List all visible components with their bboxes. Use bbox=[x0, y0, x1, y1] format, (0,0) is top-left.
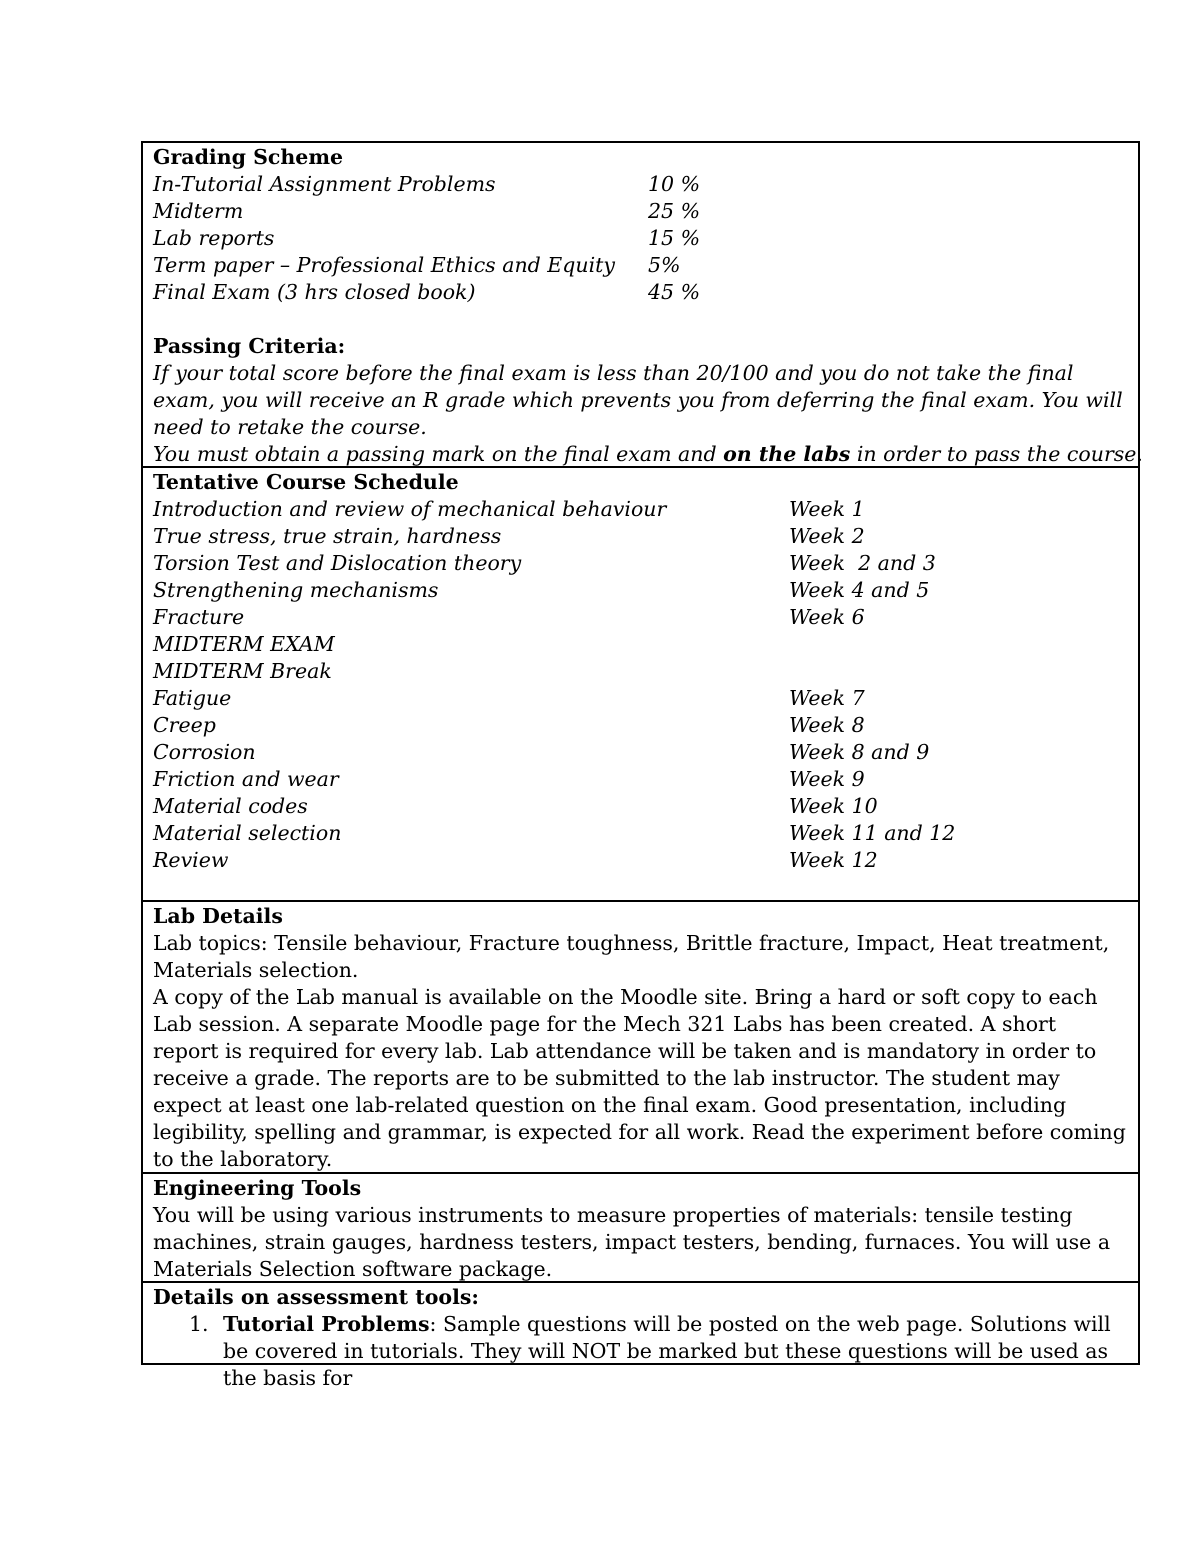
schedule-week: Week 1 bbox=[789, 497, 865, 521]
schedule-topic: Fatigue bbox=[153, 686, 232, 710]
schedule-week: Week 8 and 9 bbox=[789, 740, 930, 764]
grading-label: Final Exam (3 hrs closed book) bbox=[153, 280, 476, 304]
grading-value: 10 % bbox=[648, 172, 701, 196]
lab-body: A copy of the Lab manual is available on the Moodle site. Bring a hard or soft copy to each Lab session. A separate Moodle page for the Mech 321 Labs has been created. A short report is required for every lab. Lab attendance will be taken and is mandatory in order to receive a grade. The reports are to be submitted to the lab instructor. The student may expect at least one lab-related question on the final exam. Good presentation, including legibility, spelling and grammar, is expected for all work. Read the experiment before coming to the laboratory. bbox=[153, 985, 1126, 1171]
schedule-row bbox=[153, 766, 1128, 793]
assessment-item-label: Tutorial Problems bbox=[223, 1312, 430, 1336]
passing-req-pre: You must obtain a passing mark on the final exam and bbox=[153, 442, 724, 466]
grading-row bbox=[153, 225, 1128, 252]
schedule-topic: Strengthening mechanisms bbox=[153, 578, 439, 602]
schedule-topic: Material codes bbox=[153, 794, 308, 818]
schedule-row bbox=[153, 631, 1128, 658]
lab-topics: Lab topics: Tensile behaviour, Fracture toughness, Brittle fracture, Impact, Heat treatment, Materials selection. bbox=[153, 931, 1110, 982]
tools-section bbox=[143, 1174, 1138, 1283]
schedule-topic: True stress, true strain, hardness bbox=[153, 524, 502, 548]
grading-label: Term paper – Professional Ethics and Equity bbox=[153, 253, 615, 277]
schedule-topic: MIDTERM Break bbox=[153, 659, 332, 683]
grading-section bbox=[143, 143, 1143, 468]
schedule-topic: Introduction and review of mechanical behaviour bbox=[153, 497, 667, 521]
grading-row bbox=[153, 171, 1128, 198]
assessment-section bbox=[143, 1283, 1138, 1390]
schedule-week: Week 11 and 12 bbox=[789, 821, 956, 845]
schedule-section bbox=[143, 468, 1138, 902]
schedule-row bbox=[153, 739, 1128, 766]
grading-row bbox=[153, 279, 1128, 306]
schedule-week: Week 2 bbox=[789, 524, 865, 548]
grading-row bbox=[153, 252, 1128, 279]
schedule-week: Week 6 bbox=[789, 605, 865, 629]
tools-body: You will be using various instruments to measure properties of materials: tensile testing machines, strain gauges, hardness testers, impact testers, bending, furnaces. You will use a Materials Selection software package. bbox=[153, 1203, 1111, 1281]
grading-row bbox=[153, 198, 1128, 225]
schedule-row bbox=[153, 847, 1128, 874]
schedule-week: Week 12 bbox=[789, 848, 878, 872]
schedule-row bbox=[153, 820, 1128, 847]
assessment-item bbox=[223, 1311, 1128, 1392]
schedule-week: Week 10 bbox=[789, 794, 878, 818]
passing-req-post: in order to pass the course. bbox=[850, 442, 1143, 466]
grading-value: 5% bbox=[648, 253, 681, 277]
grading-label: In-Tutorial Assignment Problems bbox=[153, 172, 496, 196]
assessment-title: Details on assessment tools: bbox=[153, 1285, 479, 1309]
passing-text: If your total score before the final exam is less than 20/100 and you do not take the final exam, you will receive an R grade which prevents you from deferring the final exam. You will need to retake the course. bbox=[153, 361, 1123, 439]
schedule-week: Week 2 and 3 bbox=[789, 551, 936, 575]
schedule-row bbox=[153, 712, 1128, 739]
lab-section bbox=[143, 902, 1138, 1174]
schedule-topic: Friction and wear bbox=[153, 767, 339, 791]
grading-value: 25 % bbox=[648, 199, 701, 223]
grading-label: Lab reports bbox=[153, 226, 275, 250]
schedule-topic: Torsion Test and Dislocation theory bbox=[153, 551, 522, 575]
schedule-topic: Fracture bbox=[153, 605, 245, 629]
schedule-row bbox=[153, 523, 1128, 550]
passing-title: Passing Criteria: bbox=[153, 334, 346, 358]
schedule-row bbox=[153, 550, 1128, 577]
schedule-topic: Review bbox=[153, 848, 229, 872]
schedule-row bbox=[153, 658, 1128, 685]
schedule-row bbox=[153, 496, 1128, 523]
grading-value: 15 % bbox=[648, 226, 701, 250]
tools-title: Engineering Tools bbox=[153, 1176, 362, 1200]
syllabus-table bbox=[141, 141, 1143, 1390]
grading-value: 45 % bbox=[648, 280, 701, 304]
schedule-week: Week 4 and 5 bbox=[789, 578, 930, 602]
schedule-row bbox=[153, 577, 1128, 604]
lab-title: Lab Details bbox=[153, 904, 283, 928]
schedule-row bbox=[153, 793, 1128, 820]
schedule-topic: Material selection bbox=[153, 821, 342, 845]
schedule-row bbox=[153, 685, 1128, 712]
schedule-week: Week 8 bbox=[789, 713, 865, 737]
passing-req-bold: on the labs bbox=[723, 442, 851, 466]
schedule-topic: MIDTERM EXAM bbox=[153, 632, 335, 656]
passing-requirement bbox=[153, 441, 1143, 468]
schedule-week: Week 7 bbox=[789, 686, 865, 710]
grading-title: Grading Scheme bbox=[153, 145, 344, 169]
assessment-item-number: 1. bbox=[189, 1312, 209, 1336]
schedule-week: Week 9 bbox=[789, 767, 865, 791]
schedule-topic: Creep bbox=[153, 713, 216, 737]
schedule-row bbox=[153, 604, 1128, 631]
assessment-item-text: : Sample questions will be posted on the web page. Solutions will be covered in tutorials. They will NOT be marked but these questions will be used as the basis for bbox=[223, 1312, 1111, 1390]
grading-label: Midterm bbox=[153, 199, 244, 223]
schedule-topic: Corrosion bbox=[153, 740, 256, 764]
schedule-title: Tentative Course Schedule bbox=[153, 470, 459, 494]
